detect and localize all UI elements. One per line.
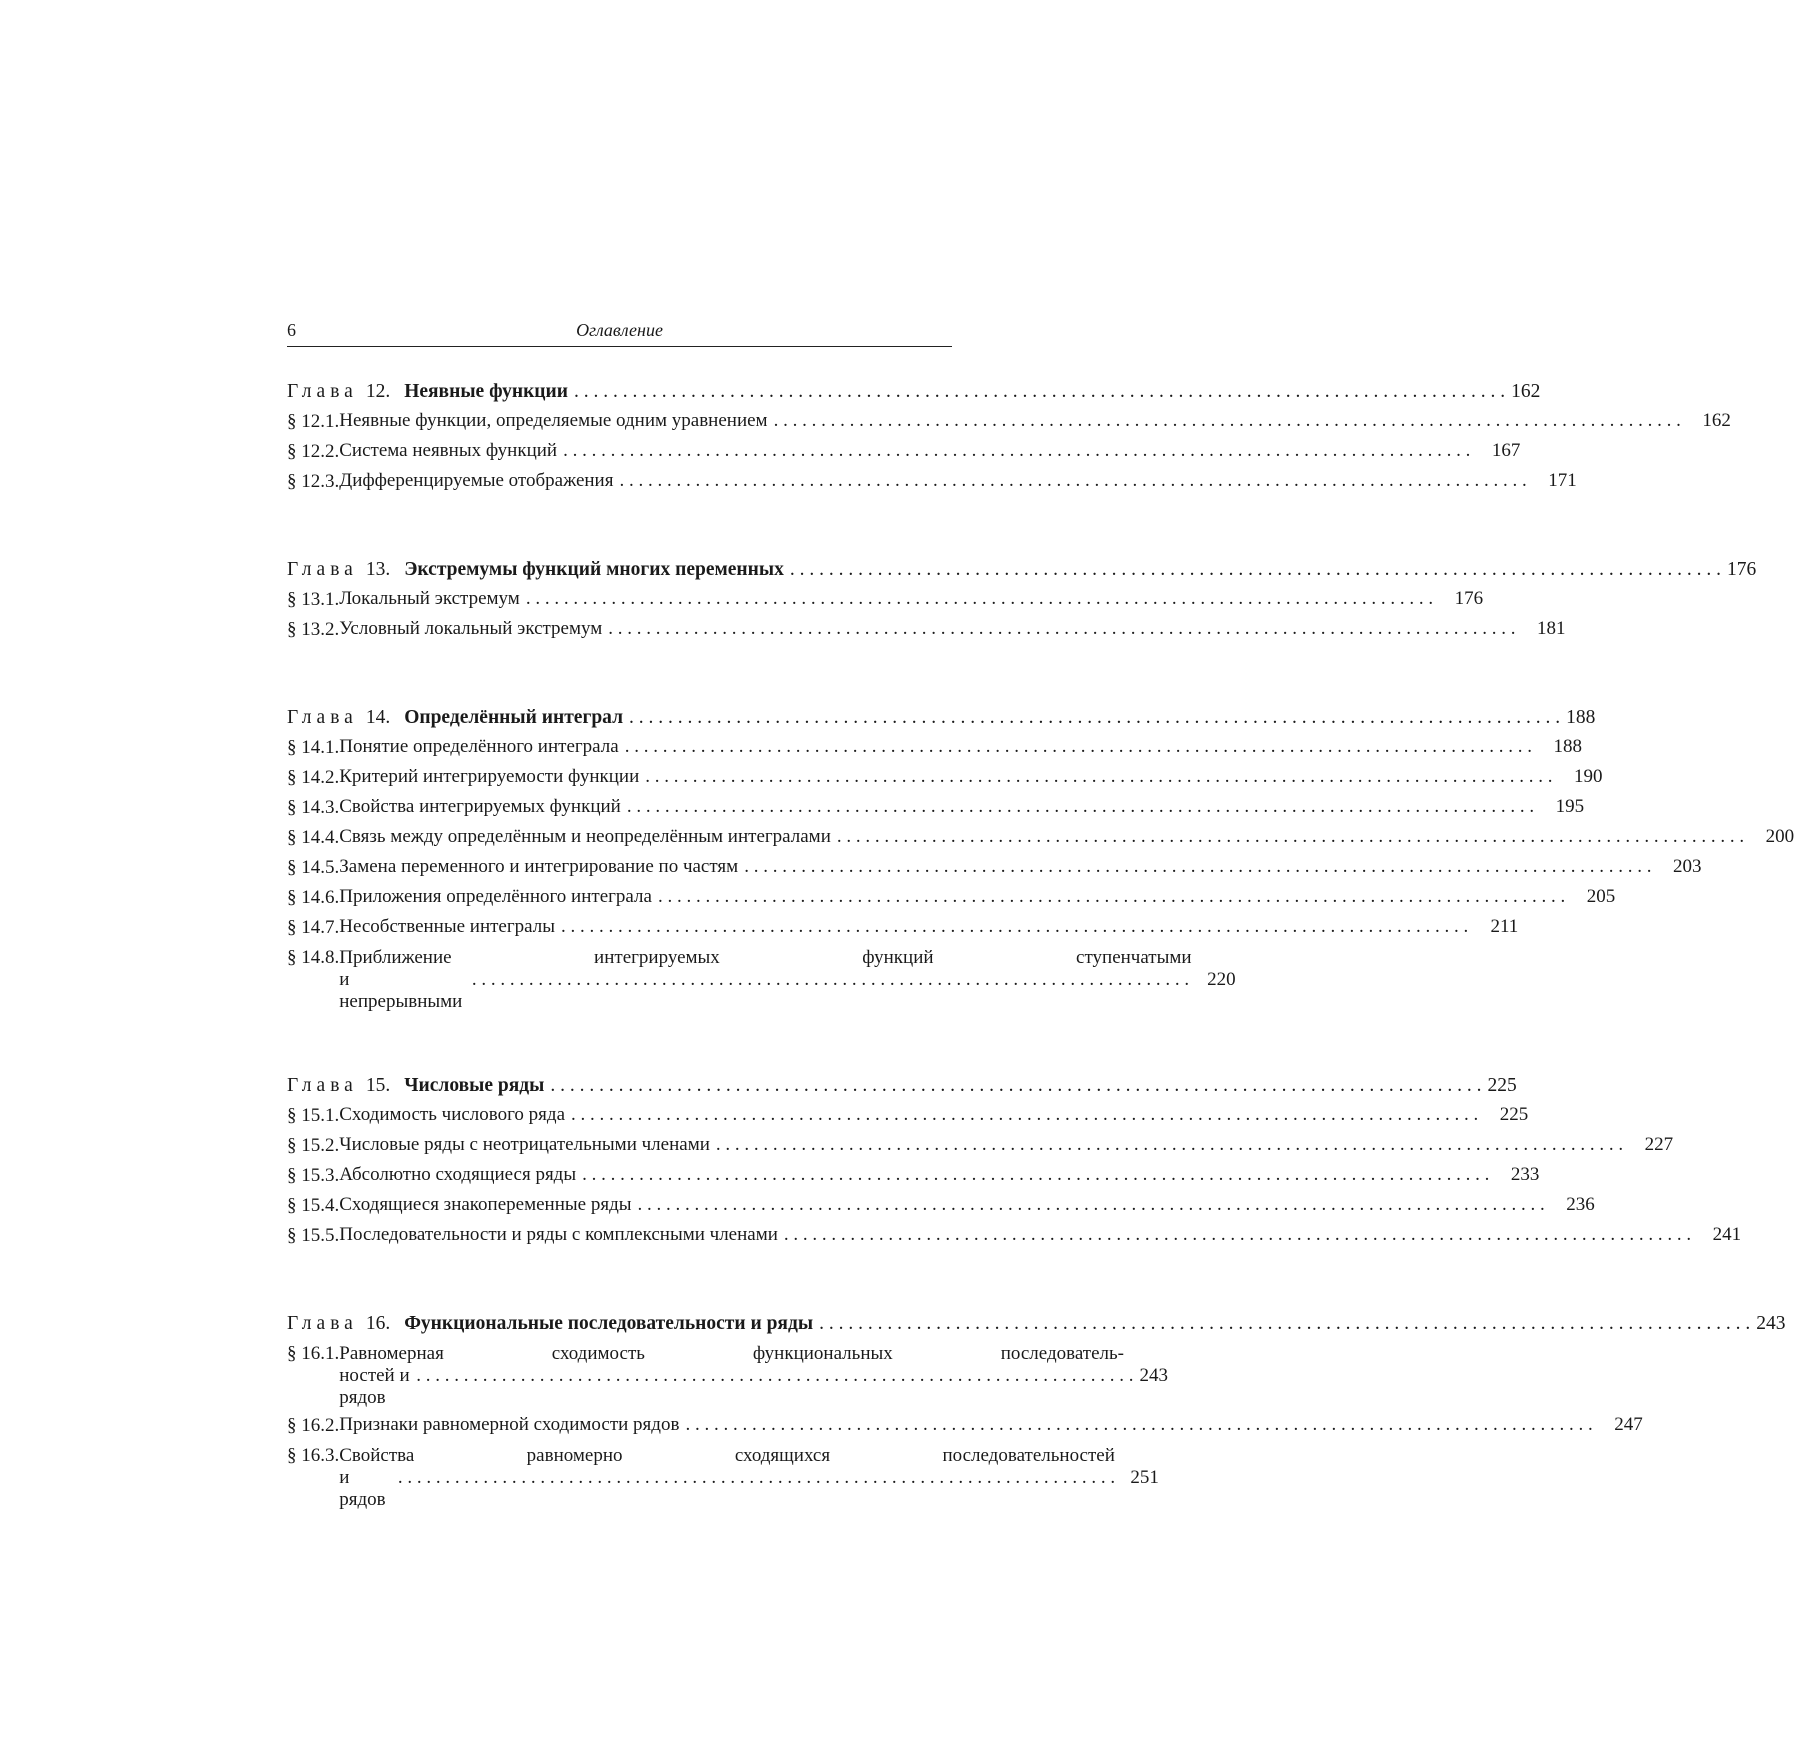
chapter-entry[interactable]	[287, 703, 1596, 733]
section-entry[interactable]	[287, 1411, 1643, 1441]
section-number: § 14.3.	[287, 797, 340, 818]
section-entry[interactable]	[287, 853, 1702, 883]
section-page: 195	[1555, 796, 1585, 817]
section-entry[interactable]	[287, 763, 1603, 793]
leader-dots	[774, 407, 1681, 434]
section-entry[interactable]	[287, 437, 1521, 467]
section-page: 171	[1548, 470, 1577, 491]
chapter-word: Глава	[287, 1313, 358, 1334]
section-page: 251	[1130, 1467, 1159, 1488]
section-page: 205	[1586, 886, 1616, 907]
section-title-line2: и рядов	[339, 1467, 386, 1510]
section-page: 188	[1553, 736, 1582, 757]
section-number: § 15.5.	[287, 1225, 340, 1246]
chapter-title: Неявные функции	[404, 381, 569, 402]
chapter-title: Числовые ряды	[404, 1075, 545, 1096]
leader-dots	[563, 437, 1470, 464]
section-entry[interactable]	[287, 883, 1616, 913]
section-title: Абсолютно сходящиеся ряды	[339, 1164, 577, 1185]
leader-dots	[550, 1071, 1481, 1101]
leader-dots	[638, 1191, 1545, 1218]
section-number: § 15.3.	[287, 1165, 340, 1186]
section-title: Связь между определённым и неопределённым интегралами	[339, 826, 831, 847]
section-number: § 15.2.	[287, 1135, 340, 1156]
chapter-number: 12.	[365, 381, 391, 402]
leader-dots	[416, 1365, 1133, 1387]
section-title: Признаки равномерной сходимости рядов	[339, 1414, 680, 1435]
chapter-entry[interactable]	[287, 1071, 1517, 1101]
leader-dots	[819, 1309, 1750, 1339]
leader-dots	[685, 1411, 1592, 1438]
leader-dots	[784, 1221, 1691, 1248]
leader-dots	[716, 1131, 1623, 1158]
section-title: Числовые ряды с неотрицательными членами	[339, 1134, 710, 1155]
section-page: 241	[1712, 1224, 1742, 1245]
section-entry[interactable]	[287, 1131, 1674, 1161]
section-number: § 16.1.	[287, 1343, 340, 1364]
section-title: Последовательности и ряды с комплексными членами	[339, 1224, 778, 1245]
leader-dots	[526, 585, 1433, 612]
section-entry-multiline[interactable]	[287, 1343, 1168, 1409]
chapter-page: 162	[1511, 381, 1541, 402]
section-page: 167	[1491, 440, 1521, 461]
page-number: 6	[287, 320, 296, 340]
leader-dots	[608, 615, 1515, 642]
section-entry[interactable]	[287, 1221, 1742, 1251]
section-title-line2: и непрерывными	[339, 969, 463, 1012]
section-entry[interactable]	[287, 1101, 1529, 1131]
section-entry[interactable]	[287, 823, 1794, 853]
leader-dots	[744, 853, 1651, 880]
section-title-line1: Приближение интегрируемых функций ступенчатыми	[339, 947, 1192, 968]
leader-dots	[790, 555, 1721, 585]
section-entry[interactable]	[287, 793, 1585, 823]
leader-dots	[625, 733, 1532, 760]
section-title: Условный локальный экстремум	[339, 618, 603, 639]
section-number: § 14.7.	[287, 917, 340, 938]
section-title: Сходимость числового ряда	[339, 1104, 566, 1125]
section-title: Дифференцируемые отображения	[339, 470, 614, 491]
section-title: Свойства интегрируемых функций	[339, 796, 621, 817]
section-number: § 15.1.	[287, 1105, 340, 1126]
section-number: § 12.3.	[287, 471, 340, 492]
section-page: 181	[1537, 618, 1566, 639]
section-title: Замена переменного и интегрирование по частям	[339, 856, 739, 877]
chapter-block	[287, 1071, 1742, 1251]
chapter-entry[interactable]	[287, 377, 1541, 407]
section-title: Локальный экстремум	[339, 588, 520, 609]
section-title: Сходящиеся знакопеременные ряды	[339, 1194, 632, 1215]
section-entry-multiline[interactable]	[287, 1445, 1159, 1511]
section-number: § 16.3.	[287, 1445, 340, 1466]
chapter-word: Глава	[287, 381, 358, 402]
section-title: Критерий интегрируемости функции	[339, 766, 640, 787]
chapter-title: Функциональные последовательности и ряды	[404, 1313, 814, 1334]
leader-dots	[398, 1467, 1115, 1489]
section-page: 190	[1574, 766, 1603, 787]
section-page: 243	[1139, 1365, 1168, 1386]
chapter-block	[287, 377, 1731, 497]
chapter-page: 225	[1487, 1075, 1517, 1096]
section-entry[interactable]	[287, 913, 1519, 943]
chapter-number: 13.	[365, 559, 391, 580]
chapter-page: 176	[1726, 559, 1757, 580]
section-page: 233	[1510, 1164, 1540, 1185]
leader-dots	[837, 823, 1744, 850]
running-title: Оглавление	[576, 320, 663, 340]
section-title: Приложения определённого интеграла	[339, 886, 652, 907]
section-page: 220	[1207, 969, 1236, 990]
chapter-entry[interactable]	[287, 1309, 1786, 1339]
leader-dots	[627, 793, 1534, 820]
toc-page	[287, 320, 1794, 1513]
chapter-title: Экстремумы функций многих переменных	[404, 559, 784, 580]
chapter-block	[287, 1309, 1786, 1511]
leader-dots	[472, 969, 1189, 991]
section-entry[interactable]	[287, 1191, 1595, 1221]
section-page: 247	[1614, 1414, 1643, 1435]
section-page: 211	[1490, 916, 1519, 937]
leader-dots	[561, 913, 1468, 940]
chapter-word: Глава	[287, 559, 358, 580]
chapter-word: Глава	[287, 1075, 358, 1096]
section-entry-multiline[interactable]	[287, 947, 1236, 1013]
section-entry[interactable]	[287, 467, 1577, 497]
chapter-number: 15.	[365, 1075, 391, 1096]
chapter-word: Глава	[287, 707, 358, 728]
section-title-line1: Свойства равномерно сходящихся последовательностей	[339, 1445, 1115, 1466]
section-entry[interactable]	[287, 1161, 1540, 1191]
section-page: 227	[1644, 1134, 1674, 1155]
chapter-number: 14.	[365, 707, 391, 728]
section-number: § 14.1.	[287, 737, 340, 758]
chapter-block	[287, 555, 1757, 645]
section-page: 225	[1499, 1104, 1529, 1125]
chapter-entry[interactable]	[287, 555, 1757, 585]
section-number: § 14.5.	[287, 857, 340, 878]
running-header	[287, 320, 952, 347]
leader-dots	[629, 703, 1560, 733]
section-page: 162	[1702, 410, 1731, 431]
chapter-page: 188	[1566, 707, 1596, 728]
chapter-title: Определённый интеграл	[404, 707, 624, 728]
section-number: § 12.2.	[287, 441, 340, 462]
section-page: 236	[1566, 1194, 1595, 1215]
leader-dots	[645, 763, 1552, 790]
chapter-page: 243	[1756, 1313, 1786, 1334]
section-entry[interactable]	[287, 615, 1566, 645]
section-title: Неявные функции, определяемые одним уравнением	[339, 410, 768, 431]
leader-dots	[619, 467, 1526, 494]
section-entry[interactable]	[287, 585, 1484, 615]
section-number: § 14.4.	[287, 827, 340, 848]
table-of-contents	[287, 377, 1794, 1511]
leader-dots	[582, 1161, 1489, 1188]
section-number: § 14.2.	[287, 767, 340, 788]
chapter-number: 16.	[365, 1313, 391, 1334]
section-title: Система неявных функций	[339, 440, 558, 461]
chapter-block	[287, 703, 1794, 1013]
section-page: 203	[1672, 856, 1702, 877]
section-page: 176	[1454, 588, 1484, 609]
section-page: 200	[1765, 826, 1794, 847]
section-number: § 13.2.	[287, 619, 340, 640]
section-number: § 16.2.	[287, 1415, 340, 1436]
section-title: Понятие определённого интеграла	[339, 736, 619, 757]
section-title-line2: ностей и рядов	[339, 1365, 410, 1408]
section-number: § 14.6.	[287, 887, 340, 908]
leader-dots	[571, 1101, 1478, 1128]
leader-dots	[574, 377, 1505, 407]
section-number: § 13.1.	[287, 589, 340, 610]
section-number: § 15.4.	[287, 1195, 340, 1216]
section-number: § 14.8.	[287, 947, 340, 968]
section-title-line1: Равномерная сходимость функциональных последователь-	[339, 1343, 1124, 1364]
section-entry[interactable]	[287, 407, 1731, 437]
section-title: Несобственные интегралы	[339, 916, 556, 937]
leader-dots	[658, 883, 1565, 910]
section-number: § 12.1.	[287, 411, 340, 432]
section-entry[interactable]	[287, 733, 1582, 763]
